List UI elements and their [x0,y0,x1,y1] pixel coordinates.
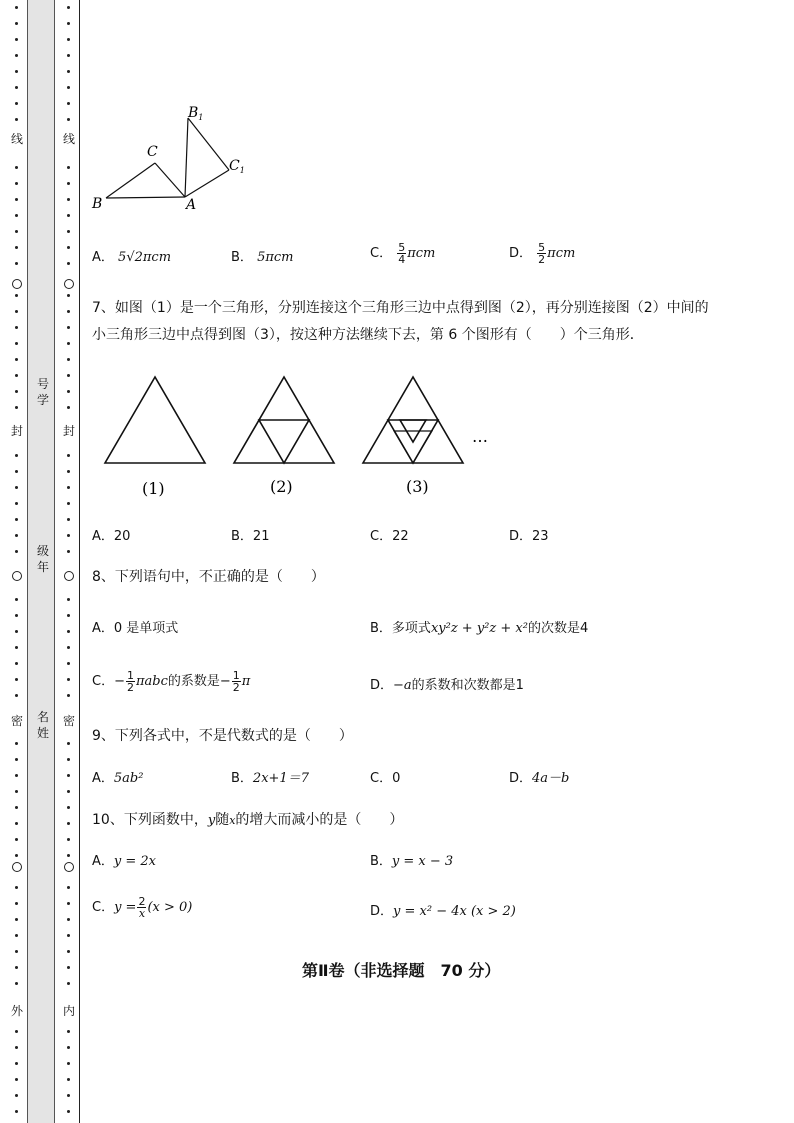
option-letter: C． [370,529,393,544]
field-label-text: 号 学 [36,377,49,407]
cut-line-dot [67,246,70,249]
cut-line-circle [12,279,22,289]
cut-line-dot [15,486,18,489]
ellipsis: … [472,427,488,446]
cut-line-dot [67,1030,70,1033]
option-text: 的次数是4 [527,621,589,636]
cut-line-dot [67,934,70,937]
cut-line-dot [67,1094,70,1097]
cut-line-dot [15,166,18,169]
option-letter: B． [370,621,392,636]
q10-option-c[interactable] [92,896,192,919]
label-c: C [147,144,158,160]
q9-option-b[interactable] [231,769,309,789]
option-text: 4a－b [532,771,570,786]
option-text: 21 [252,529,270,544]
field-label-student-number [36,376,50,408]
denominator: 2 [126,681,134,694]
cut-line-dot [15,662,18,665]
binding-char: 密 [10,714,23,728]
q10-stem [92,810,403,831]
cut-line-dot [67,214,70,217]
q10-stem-text: 随 [215,812,230,828]
cut-line-dot [15,70,18,73]
q7-triangle-figures [100,370,500,505]
cut-line-dot [15,918,18,921]
field-label-text: 级 年 [36,544,49,574]
cut-line-dot [15,934,18,937]
q8-option-a[interactable] [92,619,178,639]
cut-line-dot [67,854,70,857]
cut-line-dot [67,230,70,233]
q9-option-d[interactable] [509,769,569,789]
caption-3: (3) [406,477,429,496]
cut-line-dot [67,646,70,649]
cut-line-dot [67,6,70,9]
cut-line-dot [67,918,70,921]
cut-line-dot [67,310,70,313]
field-label-text: 名 姓 [36,710,49,740]
field-label-name [36,709,50,741]
cut-line-dot [15,294,18,297]
cut-line-dot [67,182,70,185]
option-text: 的系数和次数都是1 [411,678,524,693]
q7-option-b[interactable] [231,527,269,547]
cut-line-dot [15,806,18,809]
cut-line-dot [67,822,70,825]
cut-line-dot [15,950,18,953]
cut-line-dot [67,342,70,345]
cut-line-dot [15,1062,18,1065]
cut-line-dot [67,486,70,489]
option-expression: πabc [135,674,168,689]
denominator: 4 [398,253,406,266]
cut-line-dot [67,550,70,553]
cut-line-dot [67,966,70,969]
geometry-figure-rotation [88,100,258,215]
cut-line-circle [64,571,74,581]
cut-line-dot [67,390,70,393]
q6-option-a[interactable] [92,248,171,268]
option-letter: D． [509,246,533,261]
cut-line-circle [64,862,74,872]
option-expression: −a [393,678,412,693]
q10-stem-text: 10、下列函数中， [92,812,208,828]
cut-line-dot [15,230,18,233]
cut-line-dot [67,838,70,841]
cut-line-dot [67,374,70,377]
denominator: x [138,907,146,920]
cut-line-dot [15,966,18,969]
dotted-cut-line-inner [64,0,74,1123]
option-letter: C． [92,900,115,915]
q10-option-d[interactable] [370,902,516,922]
cut-line-dot [15,406,18,409]
binding-char: 封 [62,424,75,438]
caption-1: (1) [142,479,165,498]
option-expression: y = x − 3 [391,854,454,869]
dotted-cut-line-outer [12,0,22,1123]
cut-line-dot [67,1078,70,1081]
cut-line-dot [15,390,18,393]
cut-line-dot [15,822,18,825]
label-a: A [186,197,197,213]
denominator: 2 [538,253,546,266]
fraction [232,670,241,693]
label-c1: $C_1$ [229,158,245,175]
q7-option-c[interactable] [370,527,409,547]
q10-stem-text: 的增大而减小的是（ ） [235,812,404,828]
cut-line-dot [15,1078,18,1081]
cut-line-dot [15,678,18,681]
cut-line-dot [67,886,70,889]
cut-line-dot [15,982,18,985]
option-letter: B． [231,529,253,544]
minus-sign: − [114,674,125,689]
cut-line-dot [67,70,70,73]
cut-line-dot [15,646,18,649]
cut-line-dot [67,694,70,697]
cut-line-dot [67,742,70,745]
option-letter: A． [92,529,114,544]
fraction [137,896,146,919]
option-expression: y = 2x [113,854,157,869]
binding-char: 线 [62,132,75,146]
q6-option-b[interactable] [231,248,294,268]
option-expression: π [241,674,251,689]
binding-char: 线 [10,132,23,146]
cut-line-dot [15,454,18,457]
cut-line-dot [67,518,70,521]
binding-char: 内 [62,1004,75,1018]
cut-line-dot [67,22,70,25]
option-text: 5√2πcm [118,250,172,265]
cut-line-dot [67,950,70,953]
option-expression: y = [114,900,137,915]
cut-line-dot [67,86,70,89]
option-letter: B． [231,250,253,265]
fraction [537,242,546,265]
q10-option-a[interactable] [92,852,156,872]
cut-line-dot [67,790,70,793]
cut-line-dot [67,1046,70,1049]
option-letter: A． [92,250,114,265]
option-letter: A． [92,854,114,869]
option-letter: C． [370,246,393,261]
cut-line-dot [15,54,18,57]
cut-line-circle [12,571,22,581]
option-text: 23 [532,529,549,544]
numerator: 1 [126,669,134,682]
option-letter: A． [92,621,114,636]
cut-line-dot [15,854,18,857]
cut-line-dot [15,598,18,601]
option-text: 5ab² [113,771,144,786]
option-text: πcm [407,246,436,261]
q10-option-b[interactable] [370,852,453,872]
cut-line-dot [67,678,70,681]
option-text: 0 [392,771,401,786]
option-text: 0 是单项式 [113,621,179,636]
cut-line-dot [15,790,18,793]
var-y: y [207,813,216,828]
binding-char: 封 [10,424,23,438]
cut-line-dot [67,758,70,761]
cut-line-dot [15,1110,18,1113]
q6-option-d[interactable] [509,242,575,265]
cut-line-dot [67,614,70,617]
cut-line-dot [67,406,70,409]
numerator: 1 [232,669,240,682]
cut-line-dot [15,118,18,121]
cut-line-dot [67,982,70,985]
option-letter: B． [370,854,392,869]
option-text: 的系数是− [167,674,231,689]
option-letter: D． [370,678,394,693]
cut-line-dot [15,518,18,521]
caption-2: (2) [270,477,293,496]
cut-line-dot [15,838,18,841]
cut-line-dot [15,886,18,889]
cut-line-dot [67,470,70,473]
cut-line-dot [15,102,18,105]
q8-option-d[interactable] [370,676,524,696]
q7-stem [92,298,752,345]
cut-line-dot [15,614,18,617]
q7-option-a[interactable] [92,527,130,547]
cut-line-dot [67,502,70,505]
cut-line-dot [15,742,18,745]
option-letter: A． [92,771,114,786]
cut-line-dot [15,22,18,25]
cut-line-dot [67,774,70,777]
cut-line-dot [67,294,70,297]
numerator: 5 [398,241,406,254]
cut-line-dot [67,358,70,361]
cut-line-dot [15,246,18,249]
cut-line-dot [15,534,18,537]
option-text: 20 [113,529,131,544]
cut-line-dot [15,262,18,265]
q9-option-c[interactable] [370,769,400,789]
cut-line-dot [67,118,70,121]
numerator: 2 [138,895,146,908]
option-expression: (x > 0) [147,900,193,915]
option-text: 多项式 [391,621,431,636]
cut-line-dot [15,6,18,9]
cut-line-dot [67,38,70,41]
option-text: πcm [547,246,576,261]
q8-option-b[interactable] [370,619,588,639]
option-text: 2x+1＝7 [252,771,309,786]
cut-line-circle [64,279,74,289]
cut-line-dot [67,166,70,169]
cut-line-dot [15,630,18,633]
cut-line-dot [15,694,18,697]
option-letter: B． [231,771,253,786]
cut-line-dot [15,902,18,905]
q7-option-d[interactable] [509,527,549,547]
cut-line-dot [15,1046,18,1049]
binding-char: 密 [62,714,75,728]
denominator: 2 [232,681,240,694]
cut-line-dot [15,198,18,201]
cut-line-dot [15,38,18,41]
cut-line-dot [67,262,70,265]
cut-line-circle [12,862,22,872]
q9-option-a[interactable] [92,769,143,789]
option-text: 22 [392,529,409,544]
field-label-grade [36,543,50,575]
cut-line-dot [15,374,18,377]
cut-line-dot [67,454,70,457]
option-expression: xy²z + y²z + x² [430,621,528,636]
cut-line-dot [67,806,70,809]
cut-line-dot [67,630,70,633]
cut-line-dot [67,662,70,665]
label-b1: $B_1$ [188,105,204,122]
q7-stem-line: 小三角形三边中点得到图（3），按这种方法继续下去，第 6 个图形有（ ）个三角形． [92,327,644,343]
cut-line-dot [15,326,18,329]
cut-line-dot [15,214,18,217]
fraction [397,242,406,265]
cut-line-dot [67,326,70,329]
cut-line-dot [67,1062,70,1065]
cut-line-dot [15,758,18,761]
q6-option-c[interactable] [370,242,435,265]
cut-line-dot [67,1110,70,1113]
option-letter: D． [370,904,394,919]
q9-stem: 9、下列各式中，不是代数式的是（ ） [92,728,353,744]
option-letter: D． [509,529,533,544]
cut-line-dot [15,550,18,553]
label-b: B [92,196,103,212]
cut-line-dot [15,1030,18,1033]
q7-stem-line: 7、如图（1）是一个三角形，分别连接这个三角形三边中点得到图（2），再分别连接图（2）中间的 [92,300,709,316]
binding-char: 外 [10,1004,23,1018]
cut-line-dot [67,54,70,57]
cut-line-dot [15,86,18,89]
numerator: 5 [538,241,546,254]
cut-line-dot [15,774,18,777]
cut-line-dot [67,902,70,905]
binding-line [79,0,80,1123]
cut-line-dot [15,310,18,313]
cut-line-dot [67,534,70,537]
option-letter: C． [92,674,115,689]
q8-stem: 8、下列语句中，不正确的是（ ） [92,569,325,585]
fraction [126,670,135,693]
section-2-title: 第Ⅱ卷（非选择题 70 分） [302,961,501,980]
option-letter: D． [509,771,533,786]
option-letter: C． [370,771,393,786]
cut-line-dot [67,198,70,201]
cut-line-dot [15,470,18,473]
option-text: 5πcm [257,250,294,265]
cut-line-dot [15,342,18,345]
cut-line-dot [15,502,18,505]
var-x: x [229,814,236,827]
cut-line-dot [15,358,18,361]
cut-line-dot [15,182,18,185]
cut-line-dot [15,1094,18,1097]
cut-line-dot [67,102,70,105]
cut-line-dot [67,598,70,601]
option-expression: y = x² − 4x (x > 2) [393,904,516,919]
q8-option-c[interactable] [92,670,250,693]
